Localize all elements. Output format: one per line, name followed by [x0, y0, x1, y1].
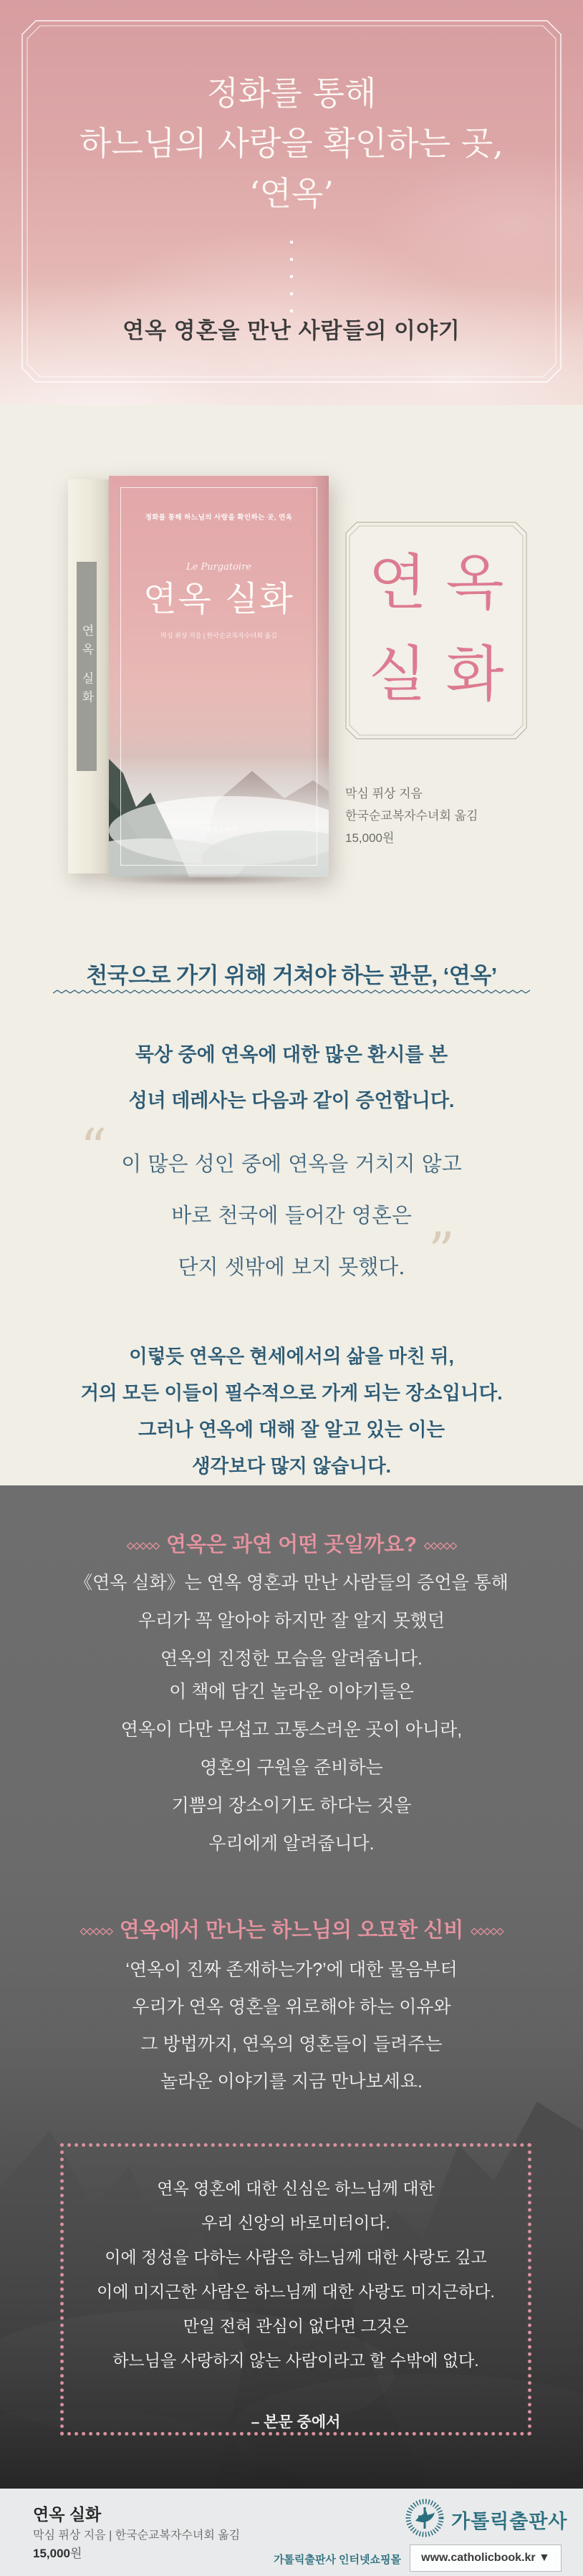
footer-price-number: 15,000	[33, 2547, 70, 2560]
paragraph-line: ‘연옥이 진짜 존재하는가?’에 대한 물음부터	[125, 1960, 458, 1980]
footer-bar	[0, 2489, 583, 2576]
panel-title-line-2: 실 화	[368, 639, 504, 709]
quote-line: 하느님을 사랑하지 않는 사람이라고 할 수밖에 없다.	[112, 2351, 479, 2370]
hero-title-line-3: ‘연옥’	[249, 174, 334, 213]
quote-line: 만일 전혀 관심이 없다면 그것은	[183, 2317, 409, 2335]
quote-line: 우리 신앙의 바로미터이다.	[201, 2213, 390, 2232]
book-spine-panel	[77, 562, 97, 771]
paragraph-line: 기쁨의 장소이기도 하다는 것을	[171, 1796, 412, 1816]
publisher-website-button[interactable]: www.catholicbook.kr ▼	[410, 2544, 562, 2572]
footer-book-title: 연옥 실화	[33, 2505, 102, 2524]
book-author: 막심 퓌상 지음	[345, 787, 423, 800]
book-cover-publisher-mark: 가톨릭출판사	[200, 827, 238, 833]
footer-shop-label: 가톨릭출판사 인터넷쇼핑몰	[273, 2554, 401, 2566]
heading-text: 연옥은 과연 어떤 곳일까요?	[165, 1533, 418, 1556]
paragraph-line: 우리에게 알려줍니다.	[208, 1834, 375, 1854]
footer-byline: 막심 퓌상 지음 | 한국순교복자수녀회 옮김	[33, 2529, 241, 2542]
excerpt-quote-box	[60, 2143, 531, 2436]
paragraph-line: 이렇듯 연옥은 현세에서의 삶을 마친 뒤,	[129, 1346, 454, 1367]
book-translator: 한국순교복자수녀회 옮김	[345, 809, 478, 823]
excerpt-quote-source: – 본문 중에서	[251, 2414, 341, 2431]
book-cover-series-title: Le Purgatoire	[186, 562, 251, 573]
paragraph-line: 성녀 데레사는 다음과 같이 증언합니다.	[128, 1090, 455, 1111]
paragraph-line: 놀라운 이야기를 지금 만나보세요.	[160, 2072, 423, 2092]
paragraph-line: 《연옥 실화》는 연옥 영혼과 만난 사람들의 증언을 통해	[74, 1573, 509, 1593]
publisher-dove-logo-icon	[405, 2499, 444, 2537]
quote-line: 이에 미지근한 사람은 하느님께 대한 사랑도 미지근하다.	[97, 2282, 495, 2301]
panel-title-line-1: 연 옥	[368, 547, 504, 618]
book-drop-shadow	[54, 870, 362, 889]
section2-paragraph-1	[0, 1564, 583, 1678]
diamond-chain-decoration: ◇◇◇◇◇	[471, 1925, 504, 1936]
quote-line: 바로 천국에 들어간 영혼은	[171, 1203, 412, 1227]
hero-title-line-1: 정화를 통해	[206, 74, 377, 112]
book-price: 15,000원	[345, 831, 395, 845]
hero-tagline: 연옥 영혼을 만난 사람들의 이야기	[122, 318, 461, 343]
paragraph-line: 묵상 중에 연옥에 대한 많은 환시를 본	[135, 1044, 448, 1066]
section1-paragraph-1	[0, 1032, 583, 1124]
paragraph-line: 그 방법까지, 연옥의 영혼들이 들려주는	[140, 2034, 443, 2054]
book-cover-frame	[120, 487, 317, 866]
heading-text: 연옥에서 만나는 하느님의 오묘한 신비	[119, 1919, 464, 1942]
quote-line: 이 많은 성인 중에 연옥을 거치지 않고	[121, 1151, 462, 1176]
saint-teresa-quote	[0, 1138, 583, 1293]
paragraph-line: 이 책에 담긴 놀라운 이야기들은	[169, 1682, 414, 1702]
paragraph-line: 우리가 꼭 알아야 하지만 잘 알지 못했던	[138, 1611, 445, 1631]
paragraph-line: 연옥의 진정한 모습을 알려줍니다.	[160, 1649, 423, 1669]
book-spine	[68, 479, 109, 873]
paragraph-line: 그러나 연옥에 대해 잘 알고 있는 이는	[138, 1419, 445, 1440]
paragraph-line: 우리가 연옥 영혼을 위로해야 하는 이유와	[132, 1997, 451, 2017]
book-3d-mockup	[68, 476, 329, 877]
section2-paragraph-3	[0, 1951, 583, 2100]
book-spine-title: 연옥 실화	[79, 623, 94, 709]
section1-heading: 천국으로 가기 위해 거쳐야 하는 관문, ‘연옥’	[86, 963, 497, 988]
diamond-chain-decoration: ◇◇◇◇◇	[80, 1925, 112, 1936]
paragraph-line: 거의 모든 이들이 필수적으로 가게 되는 장소입니다.	[80, 1382, 503, 1404]
wavy-underline	[53, 989, 530, 995]
paragraph-line: 생각보다 많지 않습니다.	[191, 1455, 392, 1477]
paragraph-line: 연옥이 다만 무섭고 고통스러운 곳이 아니라,	[120, 1720, 463, 1740]
close-quote-mark: ”	[428, 1221, 455, 1281]
quote-line: 이에 정성을 다하는 사람은 하느님께 대한 사랑도 깊고	[105, 2248, 487, 2266]
book-front-cover	[109, 476, 329, 877]
book-cover-title: 연옥 실화	[143, 579, 294, 619]
section1-paragraph-2	[0, 1339, 583, 1485]
paragraph-line: 영혼의 구원을 준비하는	[200, 1758, 383, 1778]
dark-feature-section	[0, 1485, 583, 2489]
hero-section	[0, 0, 583, 405]
footer-price	[33, 2543, 82, 2561]
book-cover-subtitle: 정화를 통해 하느님의 사랑을 확인하는 곳, 연옥	[145, 514, 293, 522]
footer-price-unit: 원	[70, 2547, 82, 2560]
section2-paragraph-2	[0, 1673, 583, 1863]
section2-heading-1	[0, 1528, 583, 1558]
quote-line: 단지 셋밖에 보지 못했다.	[178, 1255, 405, 1279]
book-cover-author-line: 막심 퓌상 지음 | 한국순교복자수녀회 옮김	[160, 632, 277, 639]
publisher-logo-text: 가톨릭출판사	[451, 2511, 568, 2532]
diamond-chain-decoration: ◇◇◇◇◇	[126, 1540, 159, 1551]
diamond-chain-decoration: ◇◇◇◇◇	[424, 1540, 457, 1551]
excerpt-quote-text	[64, 2171, 528, 2378]
quote-line: 연옥 영혼에 대한 신심은 하느님께 대한	[157, 2179, 435, 2198]
section2-heading-2	[0, 1914, 583, 1943]
book-purchase-info	[345, 782, 560, 849]
hero-title-line-2: 하느님의 사랑을 확인하는 곳,	[80, 124, 504, 163]
open-quote-mark: “	[80, 1118, 107, 1178]
vertical-dots-divider	[290, 241, 293, 318]
